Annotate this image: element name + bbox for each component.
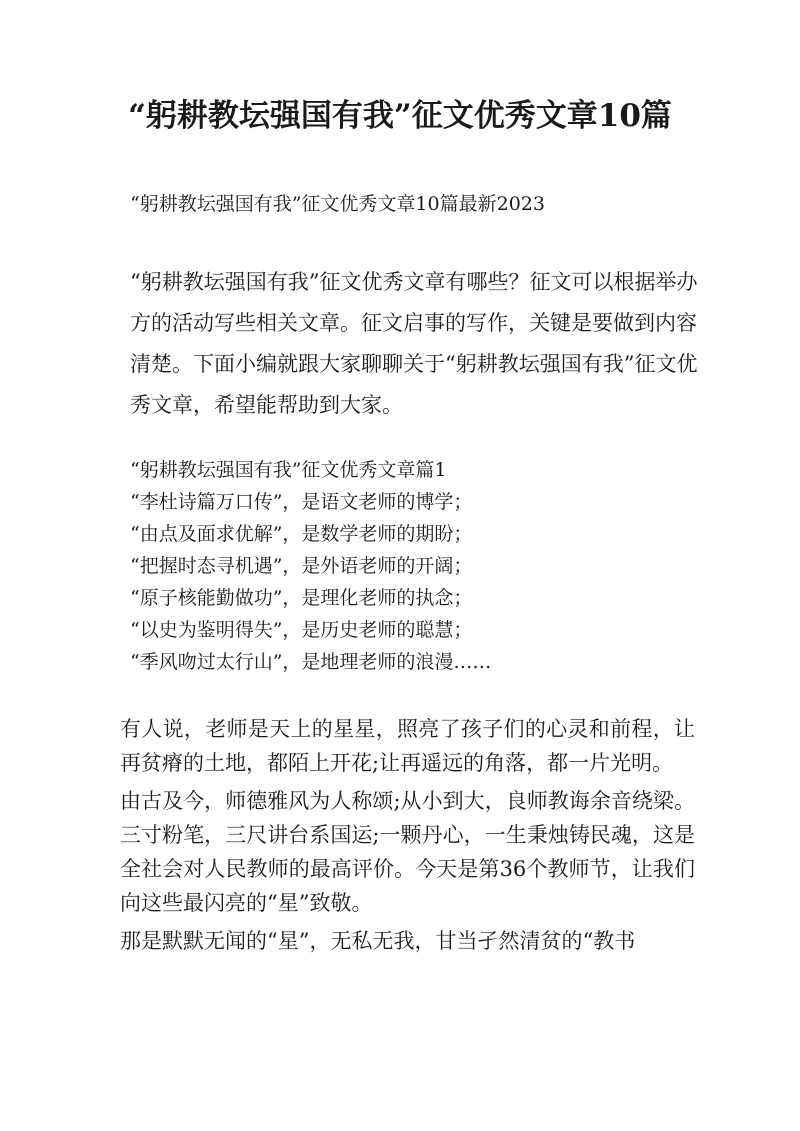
body-paragraph: 有人说，老师是天上的星星，照亮了孩子们的心灵和前程，让再贫瘠的土地，都陌上开花;让再遥远的角落，都一片光明。 <box>120 717 695 775</box>
verse-line: “季风吻过太行山”，是地理老师的浪漫…… <box>130 651 492 673</box>
verse-line: “把握时态寻机遇”，是外语老师的开阔； <box>130 555 473 577</box>
body-text <box>120 712 695 962</box>
verse-list <box>130 486 690 678</box>
verse-line: “李杜诗篇万口传”，是语文老师的博学； <box>130 491 473 513</box>
verse-line: “由点及面求优解”，是数学老师的期盼； <box>130 523 473 545</box>
body-paragraph: 那是默默无闻的“星”，无私无我，甘当孑然清贫的“教书 <box>120 929 636 953</box>
document-title: “躬耕教坛强国有我”征文优秀文章10篇 <box>128 98 672 134</box>
body-paragraph: 由古及今，师德雅风为人称颂;从小到大，良师教诲余音绕梁。三寸粉笔，三尺讲台系国运;一颗丹心，一生秉烛铸民魂，这是全社会对人民教师的最高评价。今天是第36个教师节，让我们向这些最闪亮的“星”致敬。 <box>120 789 695 915</box>
section-heading: “躬耕教坛强国有我”征文优秀文章篇1 <box>130 459 447 481</box>
verse-line: “以史为鉴明得失”，是历史老师的聪慧； <box>130 619 473 641</box>
verse-line: “原子核能勤做功”，是理化老师的执念； <box>130 587 473 609</box>
intro-paragraph: “躬耕教坛强国有我”征文优秀文章有哪些？征文可以根据举办方的活动写些相关文章。征文启事的写作，关键是要做到内容清楚。下面小编就跟大家聊聊关于“躬耕教坛强国有我”征文优秀文章，希望能帮助到大家。 <box>130 270 698 417</box>
document-subtitle: “躬耕教坛强国有我”征文优秀文章10篇最新2023 <box>130 193 545 215</box>
